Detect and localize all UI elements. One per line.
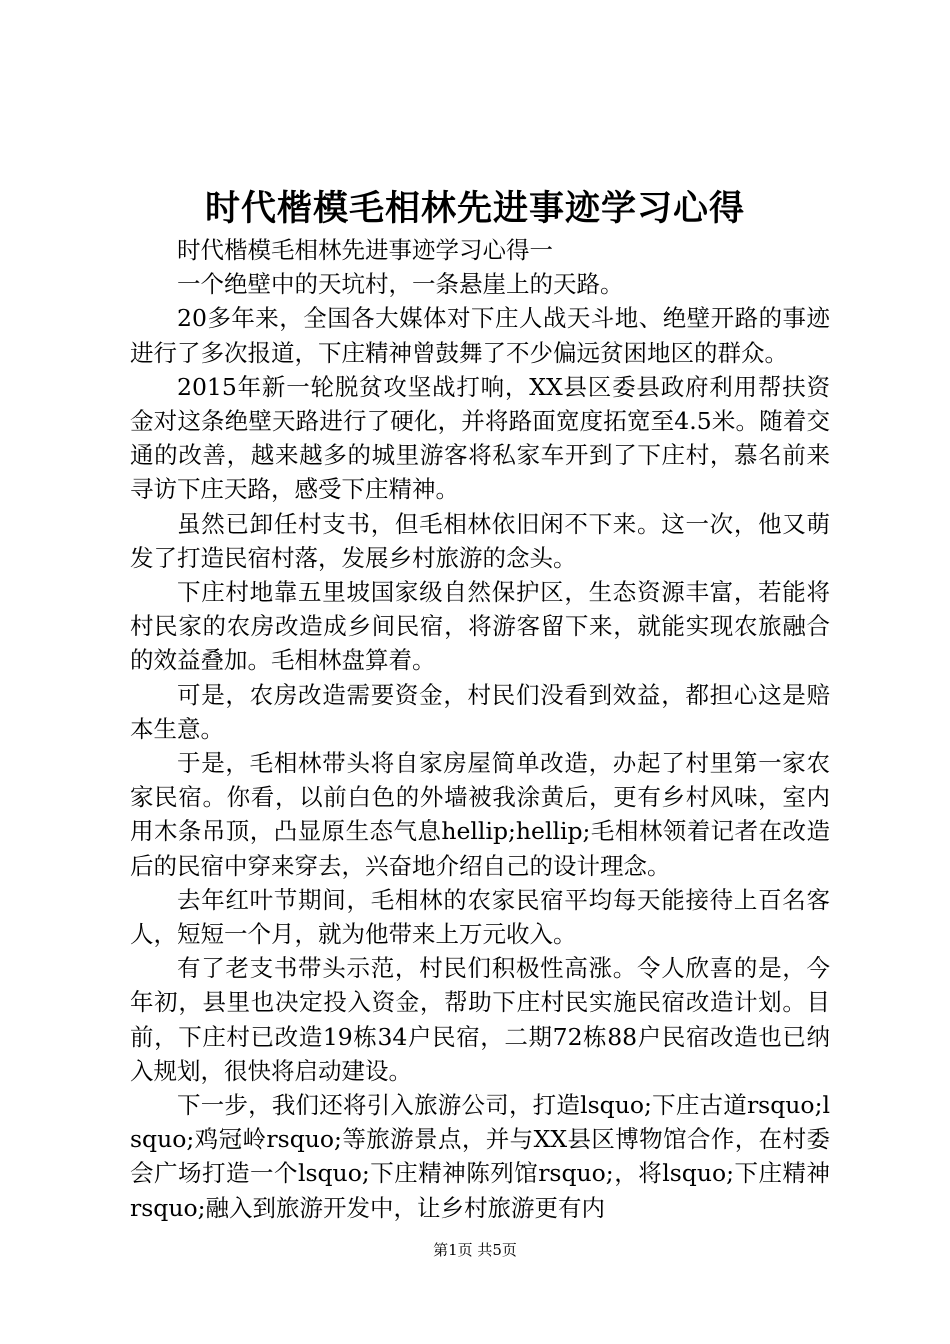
document-title: 时代楷模毛相林先进事迹学习心得 [204, 189, 745, 229]
paragraph: 可是，农房改造需要资金，村民们没看到效益，都担心这是赔本生意。 [130, 680, 830, 743]
paragraph: 有了老支书带头示范，村民们积极性高涨。令人欣喜的是，今年初，县里也决定投入资金，帮助下庄村民实施民宿改造计划。目前，下庄村已改造19栋34户民宿，二期72栋88户民宿改造也已纳入规划，很快将启动建设。 [130, 954, 830, 1085]
paragraph: 于是，毛相林带头将自家房屋简单改造，办起了村里第一家农家民宿。你看，以前白色的外墙被我涂黄后，更有乡村风味，室内用木条吊顶，凸显原生态气息hellip;hellip;毛相林领着记者在改造后的民宿中穿来穿去，兴奋地介绍自己的设计理念。 [130, 749, 830, 880]
paragraph: 下庄村地靠五里坡国家级自然保护区，生态资源丰富，若能将村民家的农房改造成乡间民宿，将游客留下来，就能实现农旅融合的效益叠加。毛相林盘算着。 [130, 578, 830, 675]
paragraph: 2015年新一轮脱贫攻坚战打响，XX县区委县政府利用帮扶资金对这条绝壁天路进行了硬化，并将路面宽度拓宽至4.5米。随着交通的改善，越来越多的城里游客将私家车开到了下庄村，慕名前来寻访下庄天路，感受下庄精神。 [130, 372, 830, 504]
page-indicator: 第1页 共5页 [433, 1241, 517, 1259]
paragraph: 时代楷模毛相林先进事迹学习心得一 [177, 236, 553, 264]
paragraph: 虽然已卸任村支书，但毛相林依旧闲不下来。这一次，他又萌发了打造民宿村落，发展乡村旅游的念头。 [130, 509, 830, 572]
paragraph: 下一步，我们还将引入旅游公司，打造lsquo;下庄古道rsquo;lsquo;鸡冠岭rsquo;等旅游景点，并与XX县区博物馆合作，在村委会广场打造一个lsquo;下庄精神陈列馆rsquo;，将lsquo;下庄精神rsquo;融入到旅游开发中，让乡村旅游更有内 [130, 1091, 830, 1222]
document-body [130, 233, 830, 1225]
paragraph: 20多年来，全国各大媒体对下庄人战天斗地、绝壁开路的事迹进行了多次报道，下庄精神曾鼓舞了不少偏远贫困地区的群众。 [130, 304, 830, 367]
paragraph: 去年红叶节期间，毛相林的农家民宿平均每天能接待上百名客人，短短一个月，就为他带来上万元收入。 [130, 885, 830, 949]
paragraph: 一个绝壁中的天坑村，一条悬崖上的天路。 [177, 270, 624, 299]
